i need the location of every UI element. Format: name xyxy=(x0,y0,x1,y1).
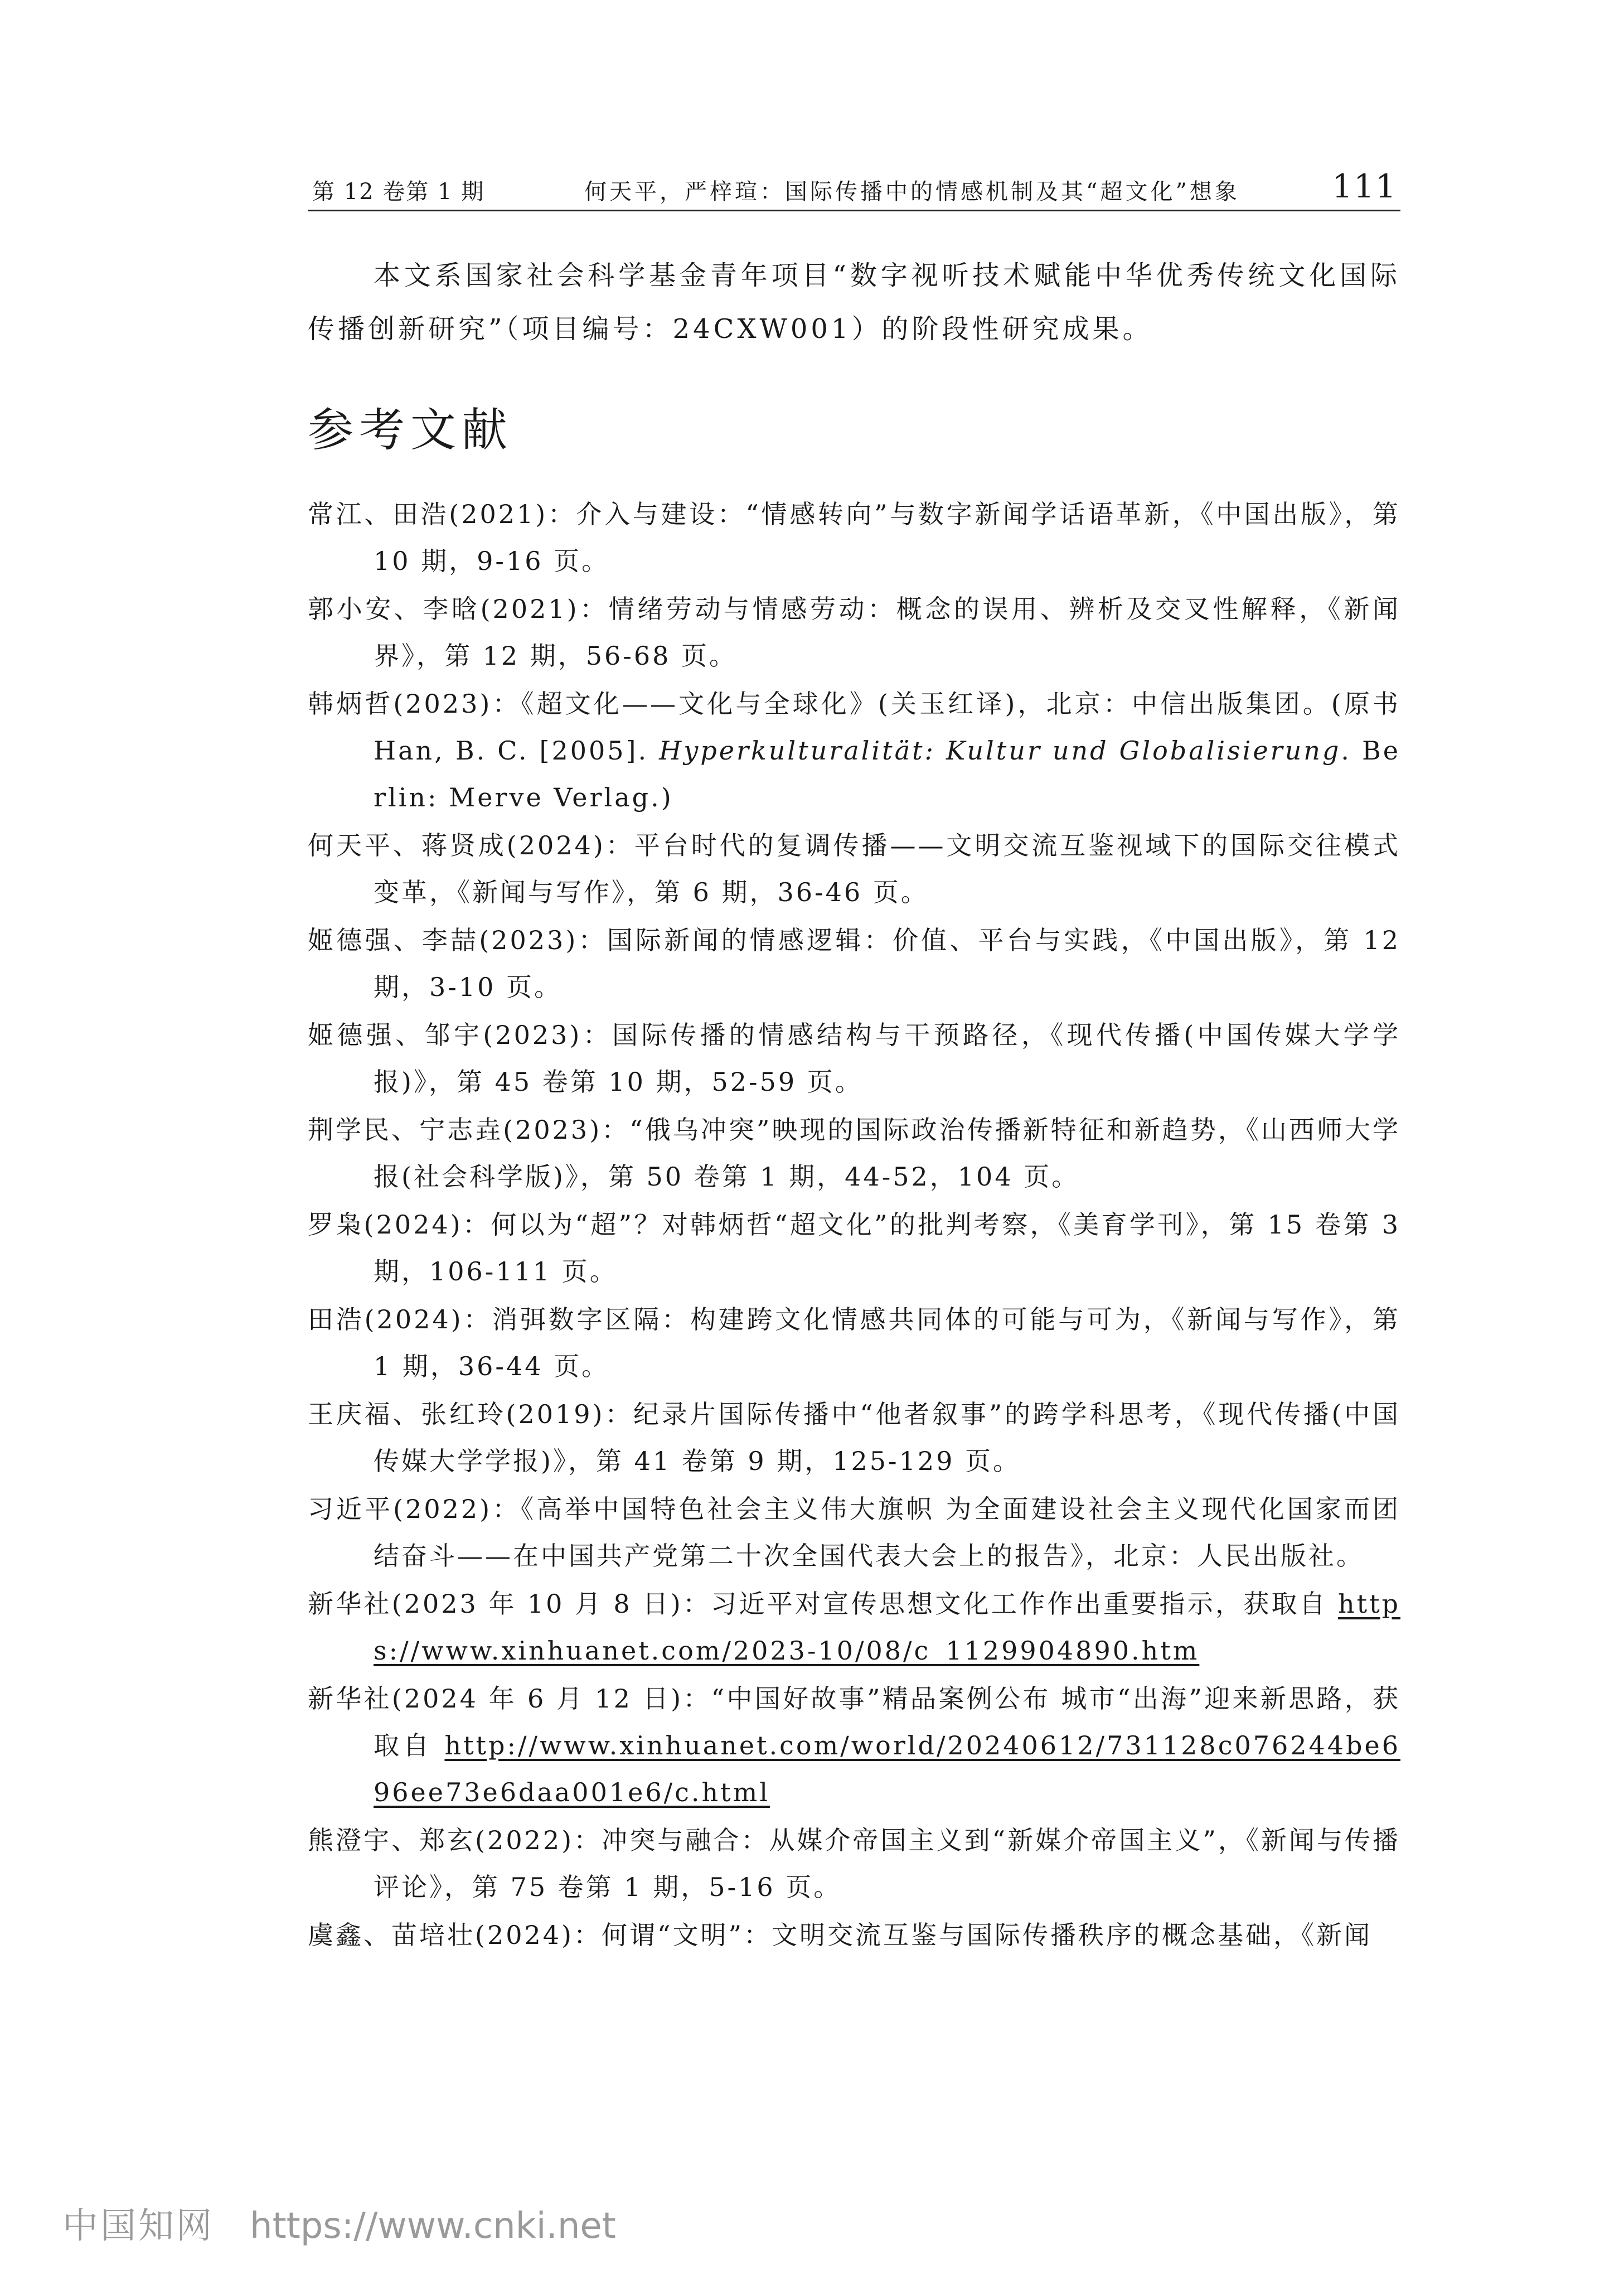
references-heading: 参考文献 xyxy=(308,404,513,457)
reference-item: 姬德强、邹宇(2023)：国际传播的情感结构与干预路径，《现代传播(中国传媒大学学报)》，第 45 卷第 10 期，52-59 页。 xyxy=(308,1020,1400,1097)
journal-issue: 第 12 卷第 1 期 xyxy=(312,179,485,205)
reference-item: 熊澄宇、郑玄(2022)：冲突与融合：从媒介帝国主义到“新媒介帝国主义”，《新闻与传播评论》，第 75 卷第 1 期，5-16 页。 xyxy=(308,1825,1400,1902)
reference-item: 新华社(2023 年 10 月 8 日)：习近平对宣传思想文化工作作出重要指示，获取自 https://www.xinhuanet.com/2023-10/08/c_1129904890.htm xyxy=(308,1589,1400,1666)
reference-item: 何天平、蒋贤成(2024)：平台时代的复调传播——文明交流互鉴视域下的国际交往模式变革，《新闻与写作》，第 6 期，36-46 页。 xyxy=(308,830,1400,907)
page-number: 111 xyxy=(1332,167,1397,205)
watermark-brand: 中国知网 xyxy=(62,2205,214,2247)
reference-url[interactable]: https://www.xinhuanet.com/2023-10/08/c_1129904890.htm xyxy=(374,1589,1400,1666)
reference-item: 王庆福、张红玲(2019)：纪录片国际传播中“他者叙事”的跨学科思考，《现代传播(中国传媒大学学报)》，第 41 卷第 9 期，125-129 页。 xyxy=(308,1399,1400,1476)
running-title: 何天平，严梓瑄：国际传播中的情感机制及其“超文化”想象 xyxy=(584,179,1240,205)
reference-item: 郭小安、李晗(2021)：情绪劳动与情感劳动：概念的误用、辨析及交叉性解释，《新闻界》，第 12 期，56-68 页。 xyxy=(308,594,1400,671)
reference-item: 韩炳哲(2023)：《超文化——文化与全球化》(关玉红译)，北京：中信出版集团。(原书 Han, B. C. [2005]. Hyperkulturalität: Kultur und Globalisierung. Berlin: Merve Verlag.) xyxy=(308,689,1400,812)
book-title-italic: Hyperkulturalität: Kultur und Globalisierung xyxy=(659,736,1341,766)
running-header xyxy=(308,167,1400,211)
reference-item: 荆学民、宁志垚(2023)：“俄乌冲突”映现的国际政治传播新特征和新趋势，《山西师大学报(社会科学版)》，第 50 卷第 1 期，44-52，104 页。 xyxy=(308,1115,1400,1192)
watermark-site: https://www.cnki.net xyxy=(250,2205,616,2247)
cnki-watermark xyxy=(62,2197,616,2248)
reference-url[interactable]: http://www.xinhuanet.com/world/20240612/731128c076244be696ee73e6daa001e6/c.html xyxy=(374,1730,1400,1807)
reference-item: 虞鑫、苗培壮(2024)：何谓“文明”：文明交流互鉴与国际传播秩序的概念基础，《新闻 xyxy=(308,1920,1372,1950)
reference-item: 罗枭(2024)：何以为“超”？对韩炳哲“超文化”的批判考察，《美育学刊》，第 15 卷第 3 期，106-111 页。 xyxy=(308,1210,1400,1286)
funding-note: 本文系国家社会科学基金青年项目“数字视听技术赋能中华优秀传统文化国际传播创新研究”（项目编号：24CXW001）的阶段性研究成果。 xyxy=(308,260,1400,345)
reference-item: 常江、田浩(2021)：介入与建设：“情感转向”与数字新闻学话语革新，《中国出版》，第 10 期，9-16 页。 xyxy=(308,499,1400,576)
reference-list xyxy=(308,491,1400,1960)
reference-item: 新华社(2024 年 6 月 12 日)：“中国好故事”精品案例公布 城市“出海”迎来新思路，获取自 http://www.xinhuanet.com/world/20240612/731128c076244be696ee73e6daa001e6/c.html xyxy=(308,1684,1400,1807)
reference-item: 习近平(2022)：《高举中国特色社会主义伟大旗帜 为全面建设社会主义现代化国家而团结奋斗——在中国共产党第二十次全国代表大会上的报告》，北京：人民出版社。 xyxy=(308,1494,1400,1571)
reference-item: 姬德强、李喆(2023)：国际新闻的情感逻辑：价值、平台与实践，《中国出版》，第 12 期，3-10 页。 xyxy=(308,925,1400,1002)
reference-item: 田浩(2024)：消弭数字区隔：构建跨文化情感共同体的可能与可为，《新闻与写作》，第 1 期，36-44 页。 xyxy=(308,1304,1400,1381)
